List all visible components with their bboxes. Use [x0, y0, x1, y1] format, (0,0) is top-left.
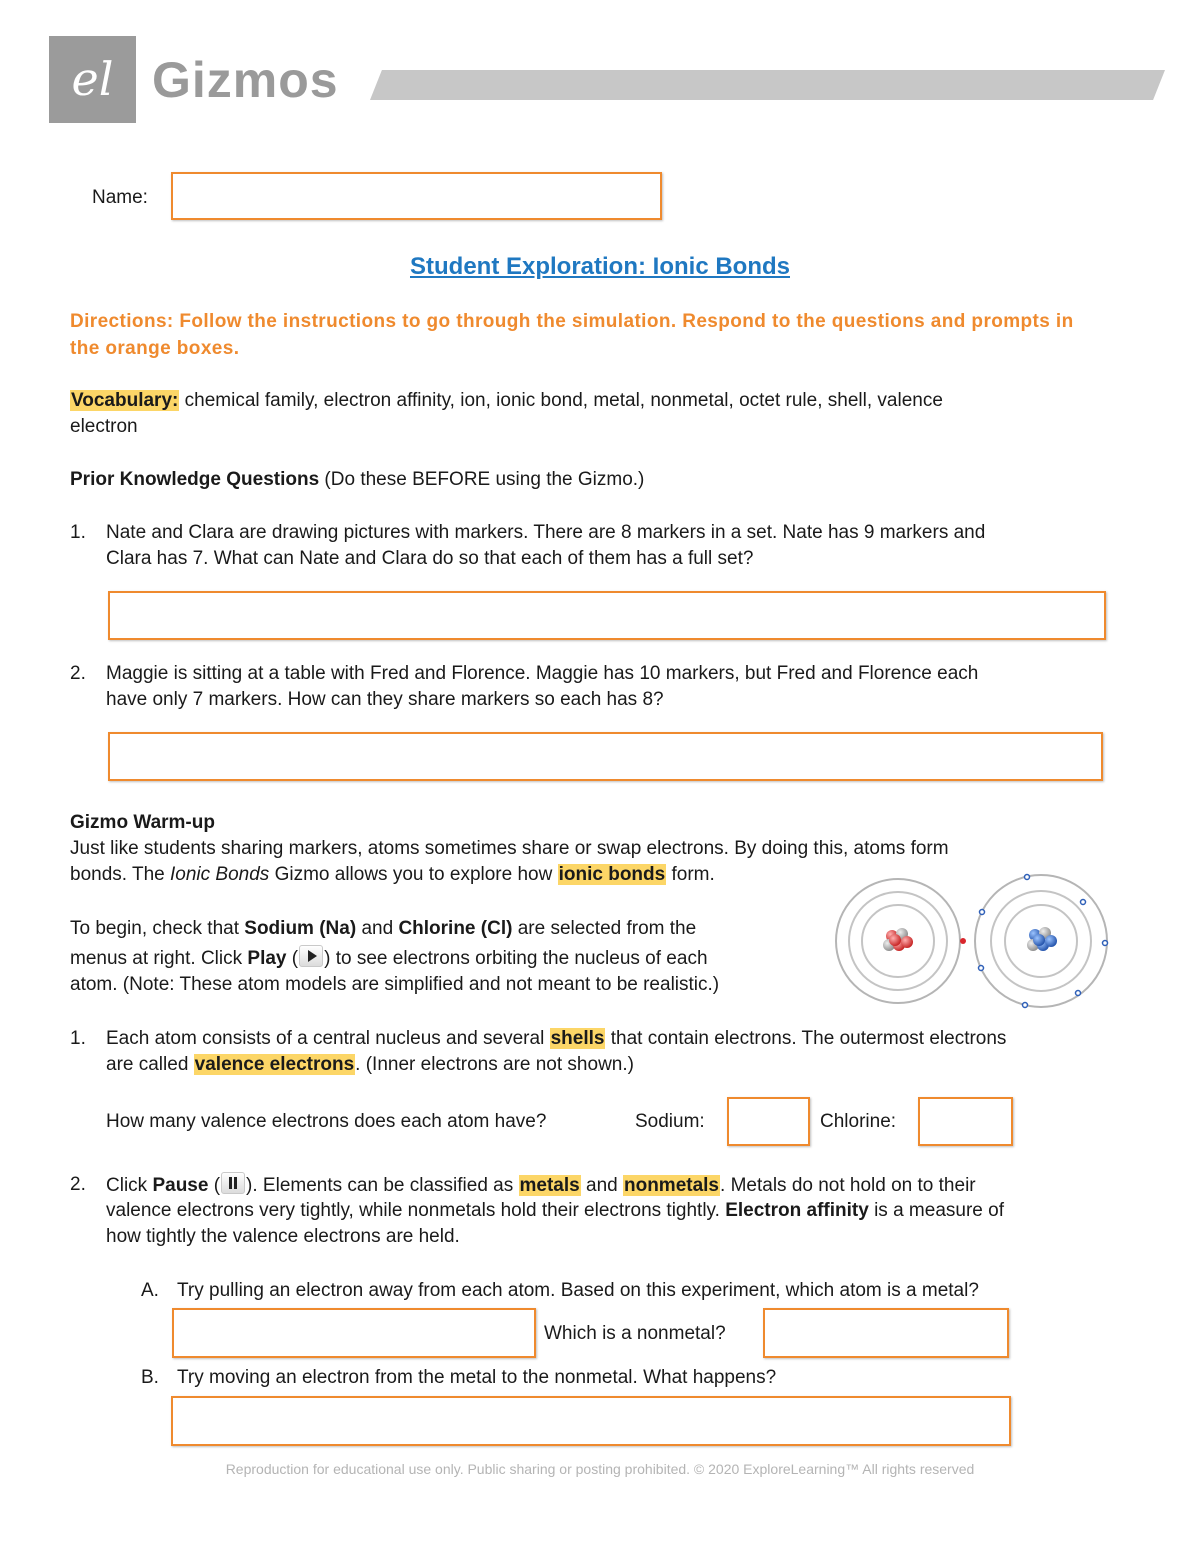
play-icon [299, 945, 323, 967]
question-number: 2. [70, 663, 86, 684]
transfer-answer-box[interactable] [171, 1396, 1011, 1446]
question-text: Maggie is sitting at a table with Fred and Florence. Maggie has 10 markers, but Fred and Florence each [106, 663, 979, 684]
warmup-instructions: To begin, check that Sodium (Na) and Chlorine (Cl) are selected from the [70, 918, 697, 939]
question-text: are called valence electrons. (Inner electrons are not shown.) [106, 1054, 634, 1075]
directions: Directions: Follow the instructions to go through the simulation. Respond to the questions and prompts in the orange boxes. [70, 311, 1074, 359]
vocabulary-line [70, 388, 943, 414]
footer-copyright: Reproduction for educational use only. Public sharing or posting prohibited. © 2020 ExploreLearning™ All rights reserved [225, 1461, 975, 1477]
subquestion-text: Try moving an electron from the metal to the nonmetal. What happens? [177, 1367, 777, 1388]
highlight-term: nonmetals [623, 1175, 720, 1196]
warmup-instructions: atom. (Note: These atom models are simplified and not meant to be realistic.) [70, 974, 720, 995]
brand-name: Gizmos [152, 52, 339, 108]
sodium-answer-box[interactable] [727, 1097, 810, 1146]
highlight-term: ionic bonds [558, 864, 666, 885]
answer-box-prior-2[interactable] [108, 732, 1103, 781]
answer-box-prior-1[interactable] [108, 591, 1106, 640]
subquestion-label: A. [141, 1280, 159, 1301]
metal-answer-box[interactable] [172, 1308, 536, 1358]
valence-prompt: How many valence electrons does each atom have? [106, 1111, 547, 1132]
question-text: valence electrons very tightly, while nonmetals hold their electrons tightly. Electron affinity is a measure of [106, 1200, 1004, 1221]
name-field[interactable] [171, 172, 662, 220]
question-text: Each atom consists of a central nucleus and several shells that contain electrons. The outermost electrons [106, 1028, 1007, 1049]
page-title: Student Exploration: Ionic Bonds [410, 253, 790, 280]
header-bar [370, 70, 1165, 100]
question-text: Nate and Clara are drawing pictures with markers. There are 8 markers in a set. Nate has 9 markers and [106, 522, 986, 543]
chlorine-atom-icon [975, 875, 1108, 1008]
question-text: have only 7 markers. How can they share markers so each has 8? [106, 689, 664, 710]
warmup-paragraph: bonds. The Ionic Bonds Gizmo allows you to explore how ionic bonds form. [70, 864, 715, 885]
subquestion-label: B. [141, 1367, 159, 1388]
prior-knowledge-heading [70, 467, 644, 493]
vocabulary-terms-cont: electron [70, 416, 138, 437]
atom-models-illustration [832, 870, 1112, 1010]
question-number: 2. [70, 1174, 86, 1195]
prior-knowledge-title: Prior Knowledge Questions [70, 469, 320, 490]
highlight-term: valence electrons [194, 1054, 355, 1075]
logo-mark: el [71, 52, 114, 106]
question-number: 1. [70, 1028, 86, 1049]
question-text: how tightly the valence electrons are held. [106, 1226, 460, 1247]
sodium-label: Sodium: [635, 1111, 705, 1132]
vocabulary-label: Vocabulary: [71, 390, 179, 411]
subquestion-text: Try pulling an electron away from each atom. Based on this experiment, which atom is a metal? [177, 1280, 979, 1301]
highlight-term: metals [519, 1175, 580, 1196]
nonmetal-label: Which is a nonmetal? [544, 1323, 726, 1344]
highlight-term: shells [550, 1028, 605, 1049]
question-number: 1. [70, 522, 86, 543]
name-label: Name: [92, 187, 148, 208]
warmup-paragraph: Just like students sharing markers, atoms sometimes share or swap electrons. By doing this, atoms form [70, 838, 949, 859]
nonmetal-answer-box[interactable] [763, 1308, 1009, 1358]
pause-icon [221, 1172, 245, 1194]
vocabulary-terms: chemical family, electron affinity, ion, ionic bond, metal, nonmetal, octet rule, shell, valence [179, 390, 943, 411]
question-text: Clara has 7. What can Nate and Clara do so that each of them has a full set? [106, 548, 754, 569]
warmup-heading: Gizmo Warm-up [70, 812, 215, 833]
sodium-atom-icon [836, 879, 966, 1003]
question-text: Click Pause ( ). Elements can be classified as metals and nonmetals. Metals do not hold on to their [106, 1172, 976, 1199]
warmup-instructions: menus at right. Click Play ( ) to see electrons orbiting the nucleus of each [70, 945, 708, 972]
chlorine-label: Chlorine: [820, 1111, 897, 1132]
prior-knowledge-note: (Do these BEFORE using the Gizmo.) [319, 469, 645, 490]
chlorine-answer-box[interactable] [918, 1097, 1013, 1146]
